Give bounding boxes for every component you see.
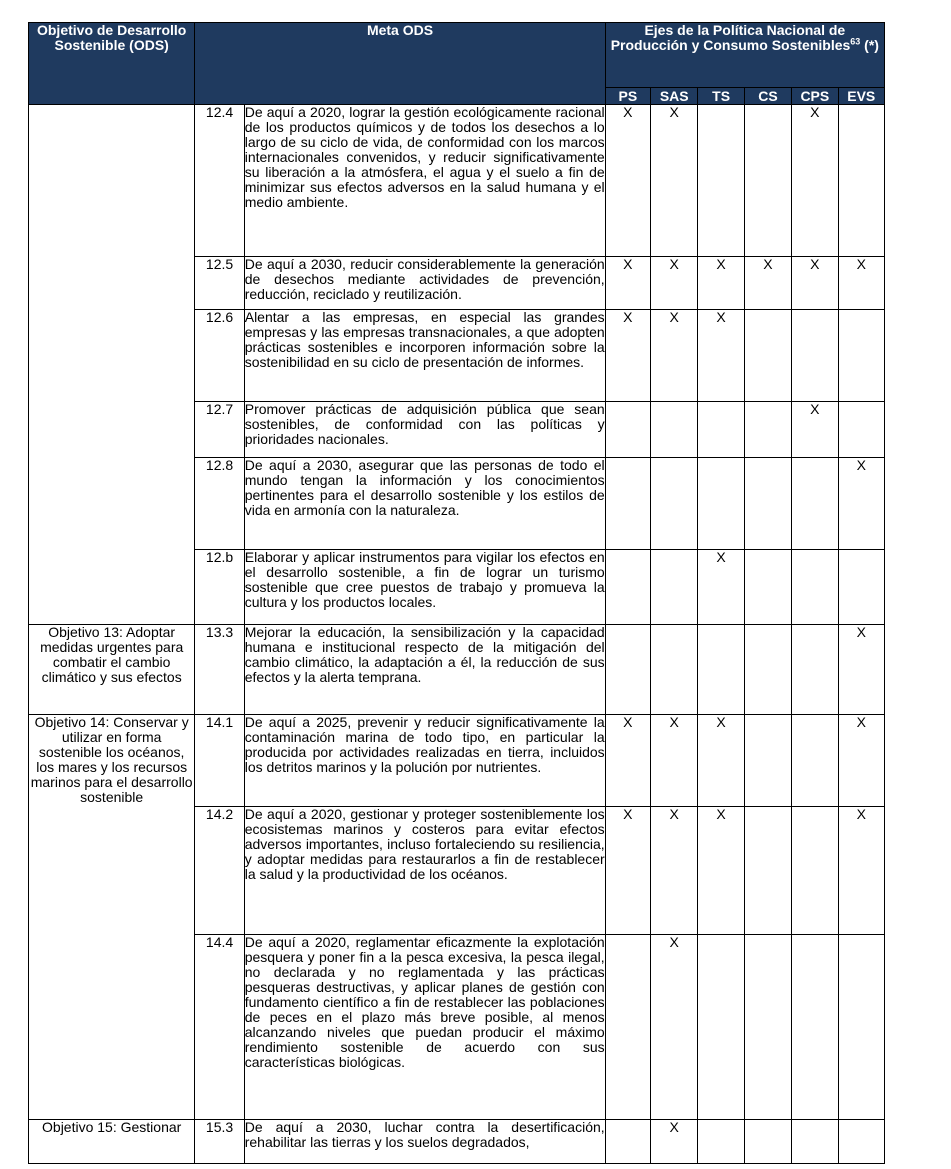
mark-cps — [792, 458, 838, 550]
mark-evs: X — [838, 807, 884, 935]
objective-15: Objetivo 15: Gestionar — [29, 1120, 195, 1164]
mark-cs — [744, 310, 791, 402]
mark-cps — [792, 625, 838, 715]
mark-ps: X — [605, 105, 650, 257]
mark-sas — [651, 402, 698, 458]
mark-ps: X — [605, 715, 650, 807]
mark-ts — [698, 625, 744, 715]
meta-code: 12.5 — [195, 257, 244, 310]
axis-cps: CPS — [792, 88, 838, 105]
mark-ps — [605, 935, 650, 1120]
table-row — [29, 625, 885, 715]
header-ejes — [605, 23, 884, 88]
meta-code: 12.b — [195, 550, 244, 625]
mark-cps — [792, 550, 838, 625]
mark-ps — [605, 458, 650, 550]
mark-ts — [698, 105, 744, 257]
mark-cs — [744, 715, 791, 807]
mark-cps: X — [792, 257, 838, 310]
mark-cs — [744, 105, 791, 257]
mark-sas: X — [651, 310, 698, 402]
header-ejes-label: Ejes de la Política Nacional de Producción y Consumo Sostenibles — [610, 22, 851, 53]
mark-ps — [605, 1120, 650, 1164]
meta-code: 14.4 — [195, 935, 244, 1120]
meta-text: De aquí a 2020, gestionar y proteger sosteniblemente los ecosistemas marinos y costeros para evitar efectos adversos importantes, incluso fortaleciendo su resiliencia, y adoptar medidas para restaurarlos a fin de restablecer la salud y la productividad de los océanos. — [244, 807, 605, 935]
mark-ps — [605, 402, 650, 458]
mark-cs — [744, 625, 791, 715]
mark-cps — [792, 935, 838, 1120]
mark-ts: X — [698, 310, 744, 402]
meta-text: De aquí a 2020, reglamentar eficazmente la explotación pesquera y poner fin a la pesca excesiva, la pesca ilegal, no declarada y no reglamentada y las prácticas pesqueras destructivas, y aplicar planes de gestión con fundamento científico a fin de restablecer las poblaciones de peces en el plazo más breve posible, al menos alcanzando niveles que puedan producir el máximo rendimiento sostenible de acuerdo con sus características biológicas. — [244, 935, 605, 1120]
meta-code: 13.3 — [195, 625, 244, 715]
mark-sas: X — [651, 715, 698, 807]
mark-ps: X — [605, 257, 650, 310]
meta-text: Mejorar la educación, la sensibilización y la capacidad humana e institucional respecto de la mitigación del cambio climático, la adaptación a él, la reducción de sus efectos y la alerta temprana. — [244, 625, 605, 715]
axis-cs: CS — [744, 88, 791, 105]
table-row — [29, 715, 885, 807]
axis-sas: SAS — [651, 88, 698, 105]
meta-text: Elaborar y aplicar instrumentos para vigilar los efectos en el desarrollo sostenible, a fin de lograr un turismo sostenible que cree puestos de trabajo y promueva la cultura y los productos locales. — [244, 550, 605, 625]
mark-ps: X — [605, 310, 650, 402]
meta-text: De aquí a 2020, lograr la gestión ecológicamente racional de los productos químicos y de todos los desechos a lo largo de su ciclo de vida, de conformidad con los marcos internacionales convenidos, y reducir significativamente su liberación a la atmósfera, el agua y el suelo a fin de minimizar sus efectos adversos en la salud humana y el medio ambiente. — [244, 105, 605, 257]
meta-code: 12.7 — [195, 402, 244, 458]
axis-evs: EVS — [838, 88, 884, 105]
mark-sas — [651, 625, 698, 715]
mark-ts — [698, 935, 744, 1120]
mark-ts: X — [698, 807, 744, 935]
meta-text: De aquí a 2030, reducir considerablemente la generación de desechos mediante actividades de prevención, reducción, reciclado y reutilización. — [244, 257, 605, 310]
meta-text: Alentar a las empresas, en especial las grandes empresas y las empresas transnacionales, a que adopten prácticas sostenibles e incorporen información sobre la sostenibilidad en su ciclo de presentación de informes. — [244, 310, 605, 402]
mark-cs — [744, 458, 791, 550]
mark-cps: X — [792, 105, 838, 257]
meta-text: De aquí a 2030, luchar contra la desertificación, rehabilitar las tierras y los suelos degradados, — [244, 1120, 605, 1164]
mark-ts: X — [698, 715, 744, 807]
header-ejes-suffix: (*) — [860, 37, 879, 53]
objective-12-continued — [29, 105, 195, 625]
header-meta-label: Meta ODS — [366, 22, 434, 38]
meta-code: 15.3 — [195, 1120, 244, 1164]
mark-cs — [744, 550, 791, 625]
mark-evs — [838, 550, 884, 625]
mark-sas — [651, 550, 698, 625]
meta-code: 12.4 — [195, 105, 244, 257]
mark-ps — [605, 625, 650, 715]
mark-ts — [698, 402, 744, 458]
mark-sas: X — [651, 257, 698, 310]
header-ods-label: Objetivo de Desarrollo Sostenible (ODS) — [36, 22, 187, 53]
mark-sas — [651, 458, 698, 550]
mark-evs: X — [838, 458, 884, 550]
mark-cps — [792, 715, 838, 807]
mark-sas: X — [651, 1120, 698, 1164]
mark-evs — [838, 1120, 884, 1164]
table-row — [29, 1120, 885, 1164]
mark-cs — [744, 402, 791, 458]
mark-evs — [838, 105, 884, 257]
mark-cps — [792, 807, 838, 935]
mark-evs — [838, 402, 884, 458]
objective-14: Objetivo 14: Conservar y utilizar en forma sostenible los océanos, los mares y los recursos marinos para el desarrollo sostenible — [29, 715, 195, 1120]
header-meta — [195, 23, 605, 105]
mark-sas: X — [651, 105, 698, 257]
meta-text: De aquí a 2025, prevenir y reducir significativamente la contaminación marina de todo tipo, en particular la producida por actividades realizadas en tierra, incluidos los detritos marinos y la polución por nutrientes. — [244, 715, 605, 807]
meta-text: De aquí a 2030, asegurar que las personas de todo el mundo tengan la información y los conocimientos pertinentes para el desarrollo sostenible y los estilos de vida en armonía con la naturaleza. — [244, 458, 605, 550]
mark-ts — [698, 458, 744, 550]
axis-ps: PS — [605, 88, 650, 105]
mark-sas: X — [651, 935, 698, 1120]
meta-code: 14.1 — [195, 715, 244, 807]
ods-table — [28, 22, 885, 1164]
mark-evs — [838, 310, 884, 402]
mark-evs: X — [838, 715, 884, 807]
mark-ts: X — [698, 257, 744, 310]
meta-code: 12.6 — [195, 310, 244, 402]
meta-code: 12.8 — [195, 458, 244, 550]
mark-cs — [744, 935, 791, 1120]
mark-ts: X — [698, 550, 744, 625]
mark-evs — [838, 935, 884, 1120]
mark-ts — [698, 1120, 744, 1164]
mark-evs: X — [838, 257, 884, 310]
mark-sas: X — [651, 807, 698, 935]
mark-cps — [792, 310, 838, 402]
header-ods — [29, 23, 195, 105]
mark-cps — [792, 1120, 838, 1164]
mark-cs — [744, 807, 791, 935]
objective-13: Objetivo 13: Adoptar medidas urgentes para combatir el cambio climático y sus efectos — [29, 625, 195, 715]
footnote-ref: 63 — [850, 36, 861, 47]
mark-ps — [605, 550, 650, 625]
meta-text: Promover prácticas de adquisición pública que sean sostenibles, de conformidad con las políticas y prioridades nacionales. — [244, 402, 605, 458]
mark-cps: X — [792, 402, 838, 458]
mark-cs: X — [744, 257, 791, 310]
table-row — [29, 105, 885, 257]
mark-ps: X — [605, 807, 650, 935]
meta-code: 14.2 — [195, 807, 244, 935]
axis-ts: TS — [698, 88, 744, 105]
mark-cs — [744, 1120, 791, 1164]
mark-evs: X — [838, 625, 884, 715]
